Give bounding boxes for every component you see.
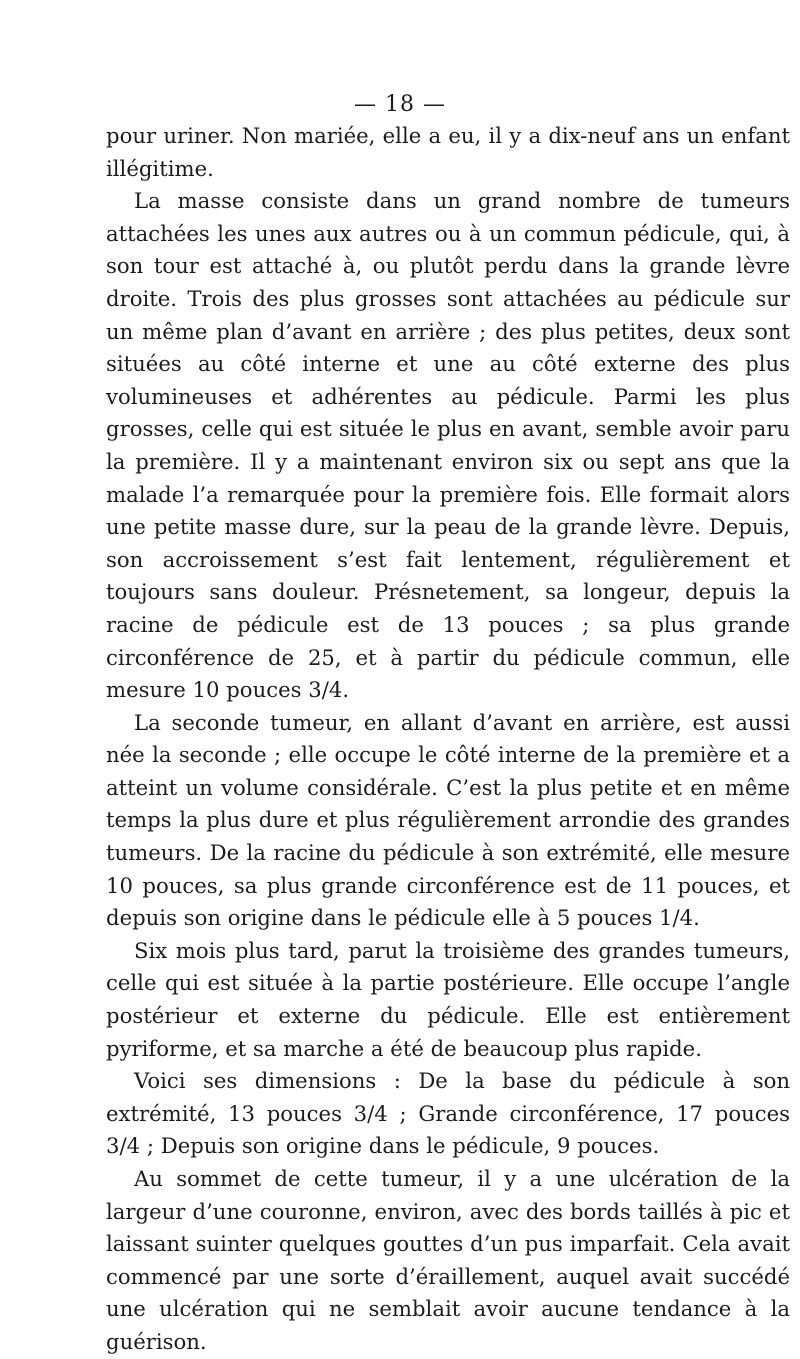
page-number: — 18 — — [354, 92, 446, 117]
paragraph: Six mois plus tard, parut la troisième des grandes tumeurs, celle qui est située à la partie postérieure. Elle occupe l’angle postérieur et externe du pédicule. Elle est entièrement pyriforme, et sa marche a été de beaucoup plus rapide. — [106, 937, 790, 1061]
paragraph: pour uriner. Non mariée, elle a eu, il y a dix-neuf ans un enfant illégitime. — [106, 123, 790, 181]
paragraph: Voici ses dimensions : De la base du pédicule à son extrémité, 13 pouces 3/4 ; Grande circonférence, 17 pouces 3/4 ; Depuis son origine dans le pédicule, 9 pouces. — [106, 1068, 790, 1159]
paragraph: La seconde tumeur, en allant d’avant en arrière, est aussi née la seconde ; elle occupe le côté interne de la première et a atteint un volume considérale. C’est la plus petite et en même temps la plus dure et plus régulièrement arrondie des grandes tumeurs. De la racine du pédicule à son extrémité, elle mesure 10 pouces, sa plus grande circonférence est de 11 pouces, et depuis son origine dans le pédicule elle à 5 pouces 1/4. — [106, 709, 790, 931]
paragraph: Au sommet de cette tumeur, il y a une ulcération de la largeur d’une couronne, environ, avec des bords taillés à pic et laissant suinter quelques gouttes d’un pus imparfait. Cela avait commencé par une sorte d’éraillement, auquel avait succédé une ulcération qui ne semblait avoir aucune tendance à la guérison. — [106, 1166, 790, 1354]
body-text — [106, 120, 790, 1359]
paragraph: La masse consiste dans un grand nombre de tumeurs attachées les unes aux autres ou à un commun pédicule, qui, à son tour est attaché à, ou plutôt perdu dans la grande lèvre droite. Trois des plus grosses sont attachées au pédicule sur un même plan d’avant en arrière ; des plus petites, deux sont situées au côté interne et une au côté externe des plus volumineuses et adhérentes au pédicule. Parmi les plus grosses, celle qui est située le plus en avant, semble avoir paru la première. Il y a maintenant environ six ou sept ans que la malade l’a remarquée pour la première fois. Elle formait alors une petite masse dure, sur la peau de la grande lèvre. Depuis, son accroissement s’est fait lentement, régulièrement et toujours sans douleur. Présnetement, sa longeur, depuis la racine de pédicule est de 13 pouces ; sa plus grande circonférence de 25, et à partir du pédicule commun, elle mesure 10 pouces 3/4. — [106, 188, 790, 703]
